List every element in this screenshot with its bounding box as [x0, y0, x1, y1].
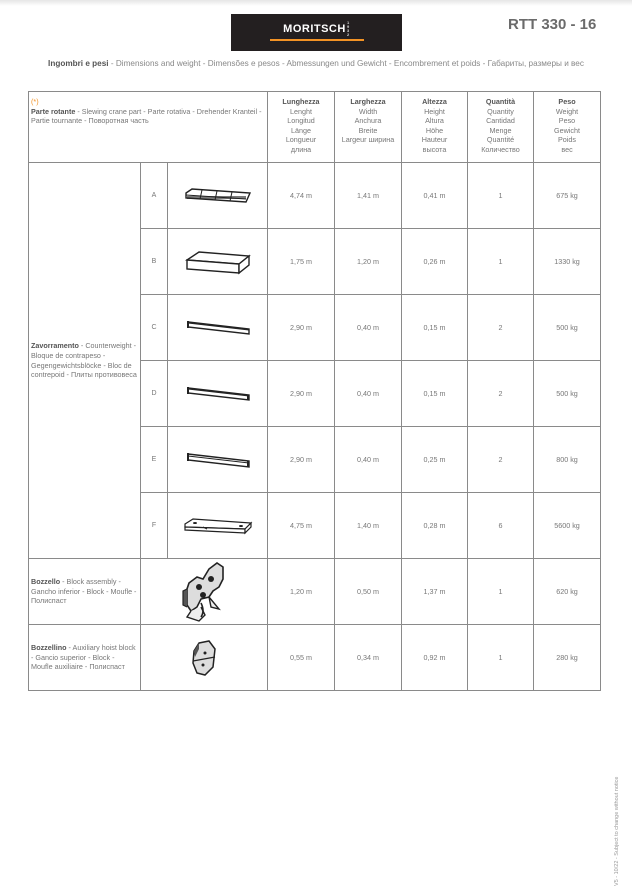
header-description-cell — [29, 92, 268, 163]
column-header-length — [268, 92, 335, 163]
width-cell: 0,40 m — [335, 427, 402, 493]
col-line: Quantity — [487, 106, 514, 116]
counterweight-plate-icon — [168, 493, 268, 559]
width-cell: 0,50 m — [335, 559, 402, 625]
table-row — [29, 625, 601, 691]
counterweight-beam-icon — [168, 427, 268, 493]
col-title: Peso — [558, 97, 576, 106]
col-title: Altezza — [422, 97, 447, 106]
counterweight-frame-icon — [168, 163, 268, 229]
quantity-cell: 2 — [468, 295, 534, 361]
moritsch-logo — [231, 14, 402, 51]
logo-text: MORITSCH — [283, 22, 346, 35]
row-letter: A — [141, 163, 168, 229]
width-cell: 0,40 m — [335, 361, 402, 427]
page-subtitle — [0, 59, 632, 68]
counterweight-beam-icon — [168, 361, 268, 427]
col-line: высота — [422, 144, 447, 154]
logo-year: 1932 — [346, 20, 350, 37]
quantity-cell: 1 — [468, 229, 534, 295]
col-line: вес — [561, 144, 573, 154]
length-cell: 2,90 m — [268, 295, 335, 361]
width-cell: 1,40 m — [335, 493, 402, 559]
block-assembly-label — [29, 559, 141, 625]
logo-accent-bar — [270, 39, 364, 41]
table-header-row — [29, 92, 601, 163]
col-line: длина — [290, 144, 312, 154]
col-line: Höhe — [425, 125, 444, 135]
auxiliary-block-label — [29, 625, 141, 691]
quantity-cell: 2 — [468, 361, 534, 427]
row-letter: D — [141, 361, 168, 427]
block-rest: - Block assembly - Gancho inferior - Block - Moufle - Полиспаст — [31, 577, 137, 606]
height-cell: 0,41 m — [402, 163, 468, 229]
width-cell: 0,40 m — [335, 295, 402, 361]
column-header-quantity — [468, 92, 534, 163]
width-cell: 1,41 m — [335, 163, 402, 229]
col-line: Altura — [425, 116, 444, 126]
weight-cell: 675 kg — [534, 163, 601, 229]
subtitle-translations: - Dimensions and weight - Dimensões e pesos - Abmessungen und Gewicht - Encombrement et poids - Габариты, размеры и вес — [108, 59, 584, 68]
hook-block-icon — [141, 559, 268, 625]
col-title: Larghezza — [350, 97, 386, 106]
subtitle-bold: Ingombri e pesi — [48, 59, 109, 68]
version-note: V5 - 10/22 - Subject to change without notice — [614, 776, 620, 886]
height-cell: 0,28 m — [402, 493, 468, 559]
weight-cell: 500 kg — [534, 295, 601, 361]
col-line: Количество — [481, 144, 520, 154]
note-marker: (*) — [31, 97, 39, 106]
col-line: Longueur — [285, 135, 317, 145]
block-rest: - Auxiliary hoist block - Gancio superior - Block - Moufle auxiliaire - Полиспаст — [31, 643, 136, 672]
weight-cell: 1330 kg — [534, 229, 601, 295]
height-cell: 0,25 m — [402, 427, 468, 493]
height-cell: 0,15 m — [402, 361, 468, 427]
width-cell: 1,20 m — [335, 229, 402, 295]
col-line: Lenght — [290, 106, 312, 116]
height-cell: 1,37 m — [402, 559, 468, 625]
counterweight-slab-icon — [168, 229, 268, 295]
counterweight-group-label — [29, 163, 141, 559]
height-cell: 0,92 m — [402, 625, 468, 691]
weight-cell: 800 kg — [534, 427, 601, 493]
height-cell: 0,26 m — [402, 229, 468, 295]
column-header-weight — [534, 92, 601, 163]
row-letter: B — [141, 229, 168, 295]
weight-cell: 5600 kg — [534, 493, 601, 559]
col-line: Anchura — [354, 116, 382, 126]
page-top-shadow — [0, 0, 632, 6]
quantity-cell: 6 — [468, 493, 534, 559]
quantity-cell: 1 — [468, 559, 534, 625]
group-bold: Zavorramento — [31, 341, 79, 351]
block-bold: Bozzello — [31, 577, 61, 587]
counterweight-beam-icon — [168, 295, 268, 361]
model-title: RTT 330 - 16 — [508, 16, 597, 33]
col-title: Lunghezza — [282, 97, 320, 106]
dimensions-table — [28, 91, 601, 691]
weight-cell: 500 kg — [534, 361, 601, 427]
column-header-height — [402, 92, 468, 163]
length-cell: 0,55 m — [268, 625, 335, 691]
table-row — [29, 163, 601, 229]
col-line: Länge — [291, 125, 311, 135]
col-line: Poids — [558, 135, 576, 145]
col-line: Gewicht — [554, 125, 580, 135]
length-cell: 2,90 m — [268, 361, 335, 427]
auxiliary-hook-block-icon — [141, 625, 268, 691]
col-line: Longitud — [287, 116, 315, 126]
col-line: Breite — [358, 125, 378, 135]
header-desc-rest: - Slewing crane part - Parte rotativa - Drehender Kranteil - Partie tournante - Поворотная часть — [31, 106, 262, 126]
group-rest: - Counterweight - Bloque de contrapeso - Gegengewichtsblöcke - Bloc de contrepoid - Плиты противовеса — [31, 341, 137, 380]
col-line: Quantité — [486, 135, 515, 145]
col-line: Cantidad — [486, 116, 515, 126]
col-line: Menge — [489, 125, 512, 135]
block-bold: Bozzellino — [31, 643, 67, 653]
col-line: Peso — [558, 116, 576, 126]
col-line: Largeur ширина — [341, 135, 395, 145]
column-header-width — [335, 92, 402, 163]
length-cell: 2,90 m — [268, 427, 335, 493]
weight-cell: 620 kg — [534, 559, 601, 625]
quantity-cell: 2 — [468, 427, 534, 493]
col-title: Quantità — [485, 97, 516, 106]
length-cell: 1,20 m — [268, 559, 335, 625]
row-letter: F — [141, 493, 168, 559]
width-cell: 0,34 m — [335, 625, 402, 691]
col-line: Weight — [555, 106, 579, 116]
row-letter: E — [141, 427, 168, 493]
col-line: Width — [358, 106, 378, 116]
quantity-cell: 1 — [468, 625, 534, 691]
header-desc-bold: Parte rotante — [31, 106, 76, 116]
height-cell: 0,15 m — [402, 295, 468, 361]
row-letter: C — [141, 295, 168, 361]
length-cell: 4,75 m — [268, 493, 335, 559]
length-cell: 1,75 m — [268, 229, 335, 295]
col-line: Hauteur — [421, 135, 448, 145]
weight-cell: 280 kg — [534, 625, 601, 691]
length-cell: 4,74 m — [268, 163, 335, 229]
col-line: Height — [424, 106, 445, 116]
quantity-cell: 1 — [468, 163, 534, 229]
table-row — [29, 559, 601, 625]
